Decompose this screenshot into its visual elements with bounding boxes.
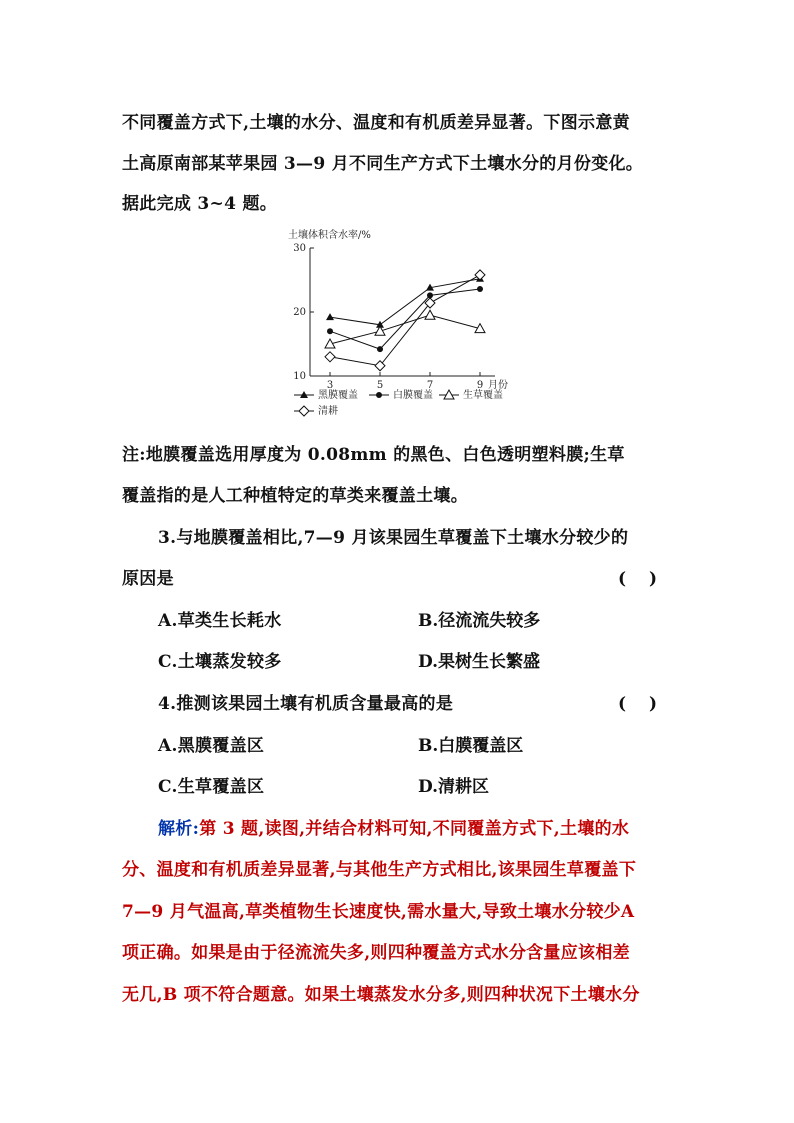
legend-item-4	[294, 404, 338, 417]
q3-option-c: C.土壤蒸发较多	[158, 652, 282, 672]
q4-option-a: A.黑膜覆盖区	[158, 736, 265, 756]
q3-option-a: A.草类生长耗水	[158, 611, 282, 631]
data-point	[326, 313, 334, 320]
legend-label: 黑膜覆盖	[318, 390, 358, 401]
series-line	[330, 289, 480, 349]
intro-line-3: 据此完成 3~4 题。	[122, 194, 278, 214]
intro-line-2: 土高原南部某苹果园 3—9 月不同生产方式下土壤水分的月份变化。	[122, 154, 644, 174]
q4-answer-paren: ( )	[618, 694, 658, 714]
y-tick-label: 30	[293, 243, 306, 254]
x-tick-label: 5	[376, 380, 384, 391]
data-point	[425, 310, 435, 319]
y-tick-label: 10	[293, 371, 306, 382]
analysis-line-4: 项正确。如果是由于径流流失多,则四种覆盖方式水分含量应该相差	[122, 943, 630, 963]
legend-label: 生草覆盖	[463, 390, 503, 401]
legend-label: 清耕	[318, 406, 338, 417]
analysis-line-2: 分、温度和有机质差异显著,与其他生产方式相比,该果园生草覆盖下	[122, 860, 637, 880]
analysis-line-5: 无几,B 项不符合题意。如果土壤蒸发水分多,则四种状况下土壤水分	[122, 985, 640, 1005]
legend-item-1	[294, 388, 358, 401]
data-point	[375, 361, 385, 371]
q4-option-c: C.生草覆盖区	[158, 777, 265, 797]
legend-marker	[299, 406, 309, 416]
x-tick-label: 9	[476, 380, 484, 391]
y-tick-label: 20	[293, 307, 306, 318]
q3-option-b: B.径流流失较多	[418, 611, 541, 631]
chart-series	[325, 270, 485, 371]
series-line	[330, 279, 480, 325]
series-3	[325, 310, 485, 348]
data-point	[327, 328, 333, 334]
soil-moisture-chart	[280, 226, 520, 420]
analysis-line-3: 7—9 月气温高,草类植物生长速度快,需水量大,导致土壤水分较少A	[122, 902, 635, 922]
q4-option-d: D.清耕区	[418, 777, 490, 797]
analysis-text-1: 第 3 题,读图,并结合材料可知,不同覆盖方式下,土壤的水	[199, 819, 630, 839]
legend-item-3	[439, 388, 503, 401]
q4-stem: 4.推测该果园土壤有机质含量最高的是	[158, 694, 454, 714]
q4-option-b: B.白膜覆盖区	[418, 736, 524, 756]
analysis-line-1	[158, 814, 629, 839]
legend-label: 白膜覆盖	[393, 390, 433, 401]
q3-stem-1: 3.与地膜覆盖相比,7—9 月该果园生草覆盖下土壤水分较少的	[158, 528, 629, 548]
q3-option-d: D.果树生长繁盛	[418, 652, 541, 672]
series-2	[327, 286, 483, 352]
chart-legend	[294, 388, 503, 417]
analysis-tag: 解析:	[158, 819, 200, 839]
series-1	[326, 275, 484, 328]
chart-axes	[293, 243, 508, 391]
chart-xlabel: 月份	[488, 380, 508, 391]
chart-ylabel: 土壤体积含水率/%	[288, 230, 371, 241]
note-line-1: 注:地膜覆盖选用厚度为 0.08mm 的黑色、白色透明塑料膜;生草	[122, 445, 625, 465]
legend-marker	[376, 392, 382, 398]
x-tick-label: 3	[326, 380, 334, 391]
intro-line-1: 不同覆盖方式下,土壤的水分、温度和有机质差异显著。下图示意黄	[122, 113, 630, 133]
data-point	[477, 286, 483, 292]
data-point	[325, 352, 335, 362]
data-point	[377, 346, 383, 352]
q3-answer-paren: ( )	[618, 569, 658, 589]
note-line-2: 覆盖指的是人工种植特定的草类来覆盖土壤。	[122, 486, 468, 506]
data-point	[475, 270, 485, 280]
q3-stem-2: 原因是	[122, 569, 174, 589]
x-tick-label: 7	[426, 380, 434, 391]
